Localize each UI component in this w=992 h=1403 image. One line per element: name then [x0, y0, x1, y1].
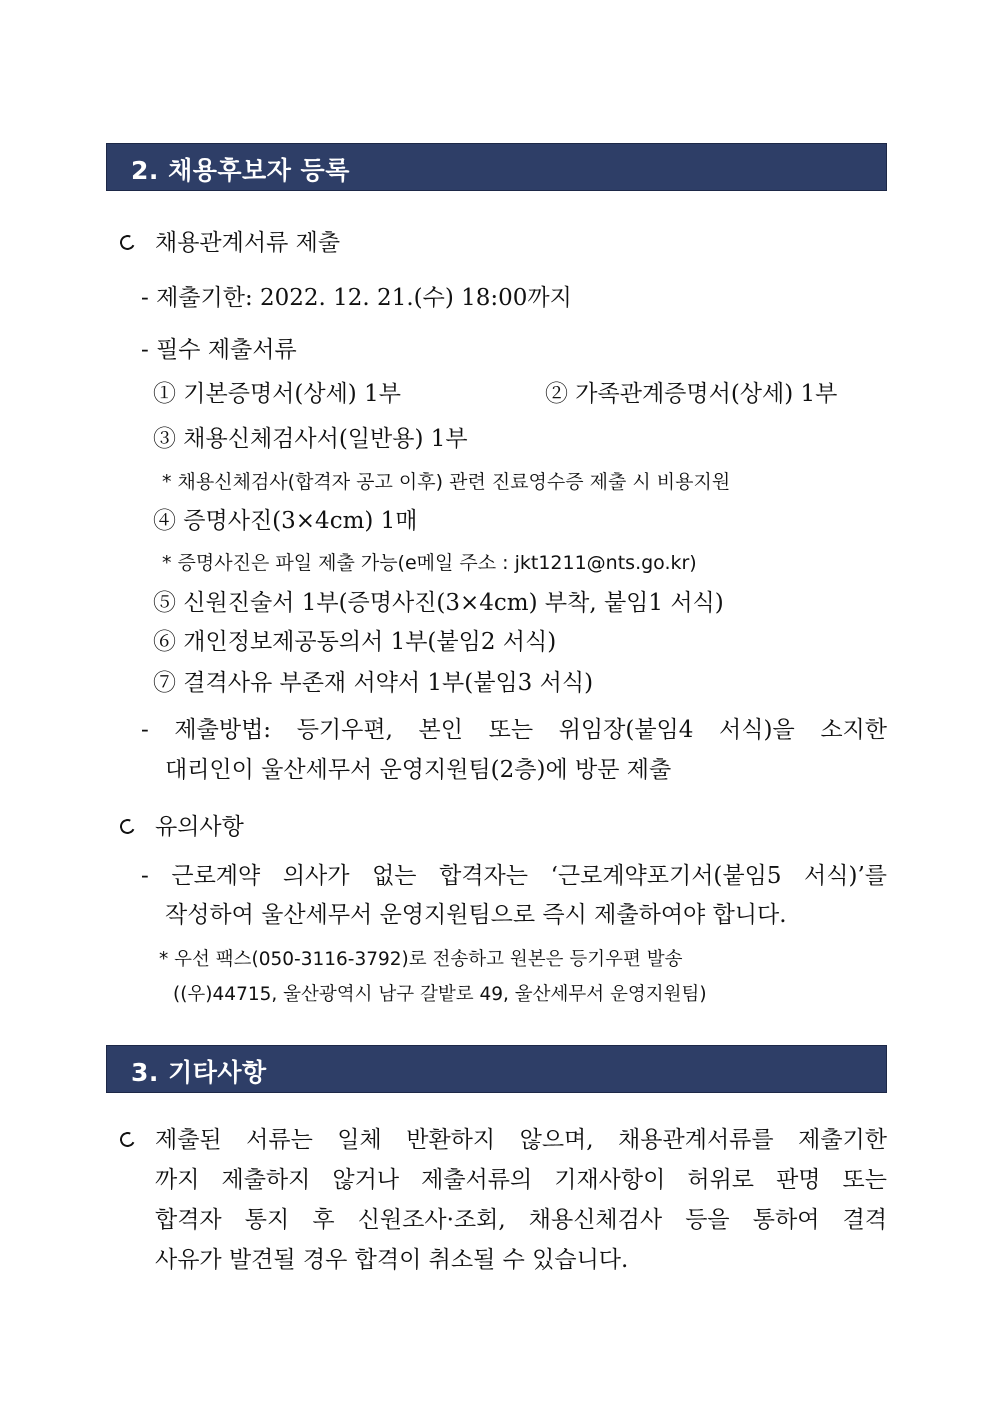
doc-item-4-note: * 증명사진은 파일 제출 가능(e메일 주소 : jkt1211@nts.go.kr) [162, 552, 697, 574]
other-para-line4: 사유가 발견될 경우 합격이 취소될 수 있습니다. [155, 1247, 629, 1273]
bullet-heading-notes: 유의사항 [155, 814, 244, 840]
other-para-line3: 합격자 통지 후 신원조사·조회, 채용신체검사 등을 통하여 결격 [155, 1207, 887, 1233]
doc-item-5: ⑤ 신원진술서 1부(증명사진(3×4cm) 부착, 붙임1 서식) [153, 590, 724, 616]
doc-item-1: ① 기본증명서(상세) 1부 [153, 381, 401, 407]
notes-line1: - 근로계약 의사가 없는 합격자는 ‘근로계약포기서(붙임5 서식)’를 [141, 863, 887, 889]
section-2-header [106, 143, 887, 191]
fax-note: * 우선 팩스(050-3116-3792)로 전송하고 원본은 등기우편 발송 [159, 949, 683, 970]
hollow-circle-bullet-icon [118, 817, 137, 836]
doc-item-2: ② 가족관계증명서(상세) 1부 [545, 381, 838, 407]
other-para-line1: 제출된 서류는 일체 반환하지 않으며, 채용관계서류를 제출기한 [155, 1127, 887, 1153]
doc-item-7: ⑦ 결격사유 부존재 서약서 1부(붙임3 서식) [153, 670, 594, 696]
doc-item-3: ③ 채용신체검사서(일반용) 1부 [153, 426, 468, 452]
deadline-text: - 제출기한: 2022. 12. 21.(수) 18:00까지 [141, 285, 572, 311]
address-note: ((우)44715, 울산광역시 남구 갈밭로 49, 울산세무서 운영지원팀) [173, 984, 707, 1005]
bullet-heading-documents: 채용관계서류 제출 [155, 230, 341, 256]
section-3-header [106, 1045, 887, 1093]
hollow-circle-bullet-icon [118, 1130, 137, 1149]
other-para-line2: 까지 제출하지 않거나 제출서류의 기재사항이 허위로 판명 또는 [155, 1167, 887, 1193]
submission-method-line2: 대리인이 울산세무서 운영지원팀(2층)에 방문 제출 [165, 757, 672, 783]
section-2-title: 2. 채용후보자 등록 [131, 156, 350, 185]
hollow-circle-bullet-icon [118, 233, 137, 252]
section-3-title: 3. 기타사항 [131, 1058, 267, 1087]
doc-item-6: ⑥ 개인정보제공동의서 1부(붙임2 서식) [153, 629, 557, 655]
doc-item-4: ④ 증명사진(3×4cm) 1매 [153, 508, 418, 534]
submission-method-line1: - 제출방법: 등기우편, 본인 또는 위임장(붙임4 서식)을 소지한 [141, 717, 887, 743]
notes-line2: 작성하여 울산세무서 운영지원팀으로 즉시 제출하여야 합니다. [165, 902, 787, 928]
required-docs-heading: - 필수 제출서류 [141, 337, 297, 363]
doc-item-3-note: * 채용신체검사(합격자 공고 이후) 관련 진료영수증 제출 시 비용지원 [162, 471, 731, 493]
